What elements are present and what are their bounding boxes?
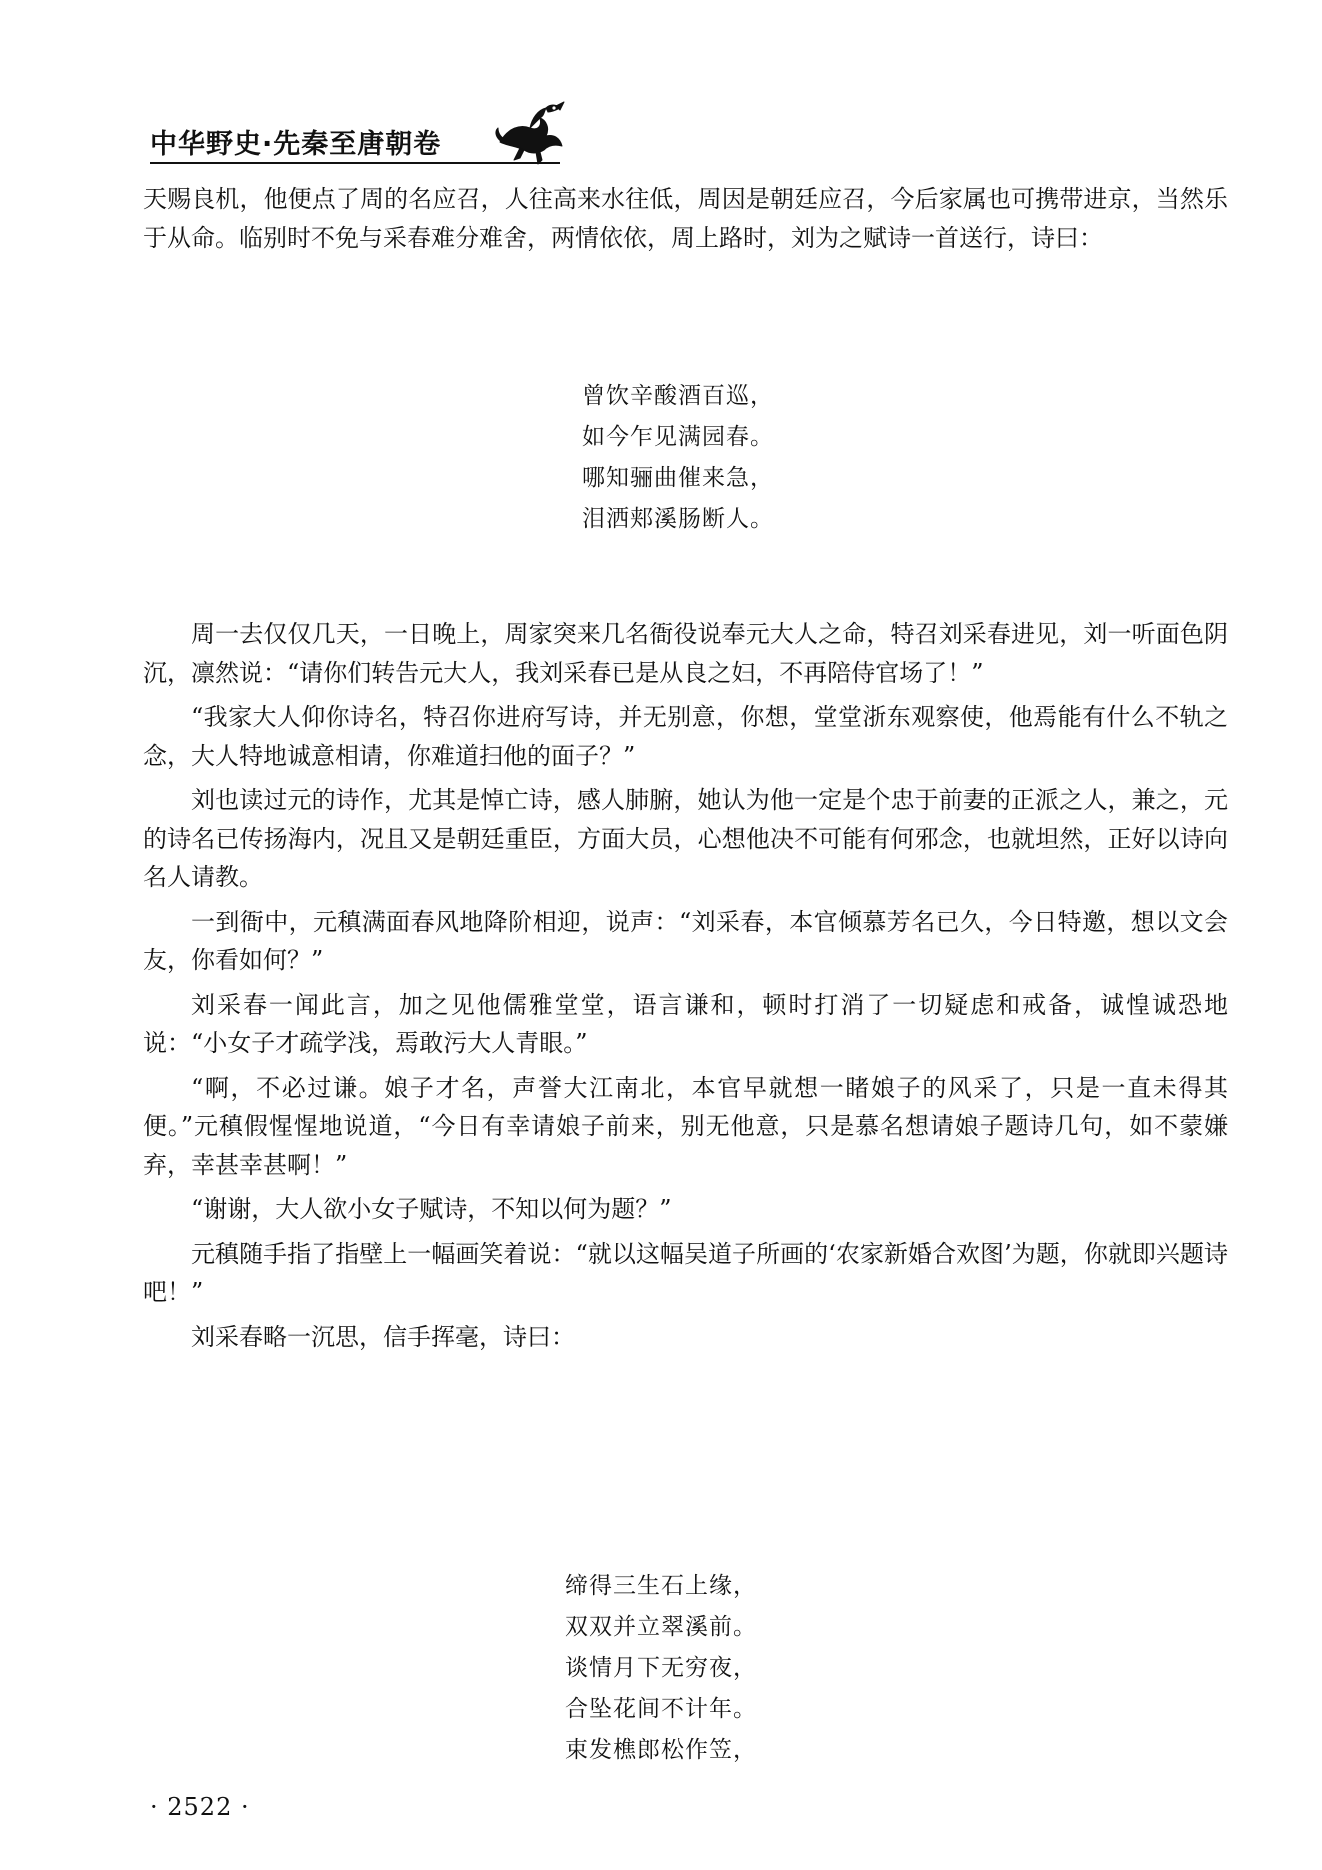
poem-line: 谈情月下无穷夜， — [565, 1655, 757, 1681]
poem-line: 合坠花间不计年。 — [565, 1696, 757, 1722]
paragraph: 刘采春一闻此言，加之见他儒雅堂堂，语言谦和，顿时打消了一切疑虑和戒备，诚惶诚恐地说：“小女子才疏学浅，焉敢污大人青眼。” — [143, 990, 1228, 1057]
paragraph: “谢谢，大人欲小女子赋诗，不知以何为题？” — [191, 1195, 672, 1223]
poem-line: 曾饮辛酸酒百巡， — [582, 383, 774, 409]
poem-painting — [565, 1566, 757, 1771]
paragraph: “我家大人仰你诗名，特召你进府写诗，并无别意，你想，堂堂浙东观察使，他焉能有什么不轨之念，大人特地诚意相请，你难道扫他的面子？” — [143, 703, 1228, 770]
poem-line: 束发樵郎松作笠， — [565, 1737, 757, 1763]
paragraph: 一到衙中，元稹满面春风地降阶相迎，说声：“刘采春，本官倾慕芳名已久，今日特邀，想以文会友，你看如何？” — [143, 907, 1228, 974]
poem-farewell — [582, 376, 774, 540]
paragraph: 周一去仅仅几天，一日晚上，周家突来几名衙役说奉元大人之命，特召刘采春进见，刘一听面色阴沉，凛然说：“请你们转告元大人，我刘采春已是从良之妇，不再陪侍官场了！” — [143, 620, 1228, 687]
book-title: 中华野史·先秦至唐朝卷 — [150, 129, 442, 160]
poem-line: 缔得三生石上缘， — [565, 1573, 757, 1599]
paragraph: 刘采春略一沉思，信手挥毫，诗曰： — [191, 1322, 575, 1351]
poem-line: 双双并立翠溪前。 — [565, 1614, 757, 1640]
paragraph: “啊，不必过谦。娘子才名，声誉大江南北，本官早就想一睹娘子的风采了，只是一直未得其便。”元稹假惺惺地说道，“今日有幸请娘子前来，别无他意，只是慕名想请娘子题诗几句，如不蒙嫌弃，幸甚幸甚啊！” — [143, 1073, 1228, 1179]
continuation-paragraph: 天赐良机，他便点了周的名应召，人往高来水往低，周因是朝廷应召，今后家属也可携带进京，当然乐于从命。临别时不免与采春难分难舍，两情依依，周上路时，刘为之赋诗一首送行，诗曰： — [143, 185, 1228, 252]
paragraph: 刘也读过元的诗作，尤其是悼亡诗，感人肺腑，她认为他一定是个忠于前妻的正派之人，兼之，元的诗名已传扬海内，况且又是朝廷重臣，方面大员，心想他决不可能有何邪念，也就坦然，正好以诗向名人请教。 — [143, 786, 1228, 891]
page-number: · 2522 · — [150, 1793, 250, 1821]
poem-line: 如今乍见满园春。 — [582, 424, 774, 450]
poem-line: 泪洒郏溪肠断人。 — [582, 506, 774, 532]
dragon-icon — [490, 98, 570, 168]
page-content — [143, 180, 1228, 257]
main-text — [143, 615, 1228, 1356]
poem-line: 哪知骊曲催来急， — [582, 465, 774, 491]
paragraph: 元稹随手指了指壁上一幅画笑着说：“就以这幅吴道子所画的‘农家新婚合欢图’为题，你就即兴题诗吧！” — [143, 1239, 1228, 1306]
